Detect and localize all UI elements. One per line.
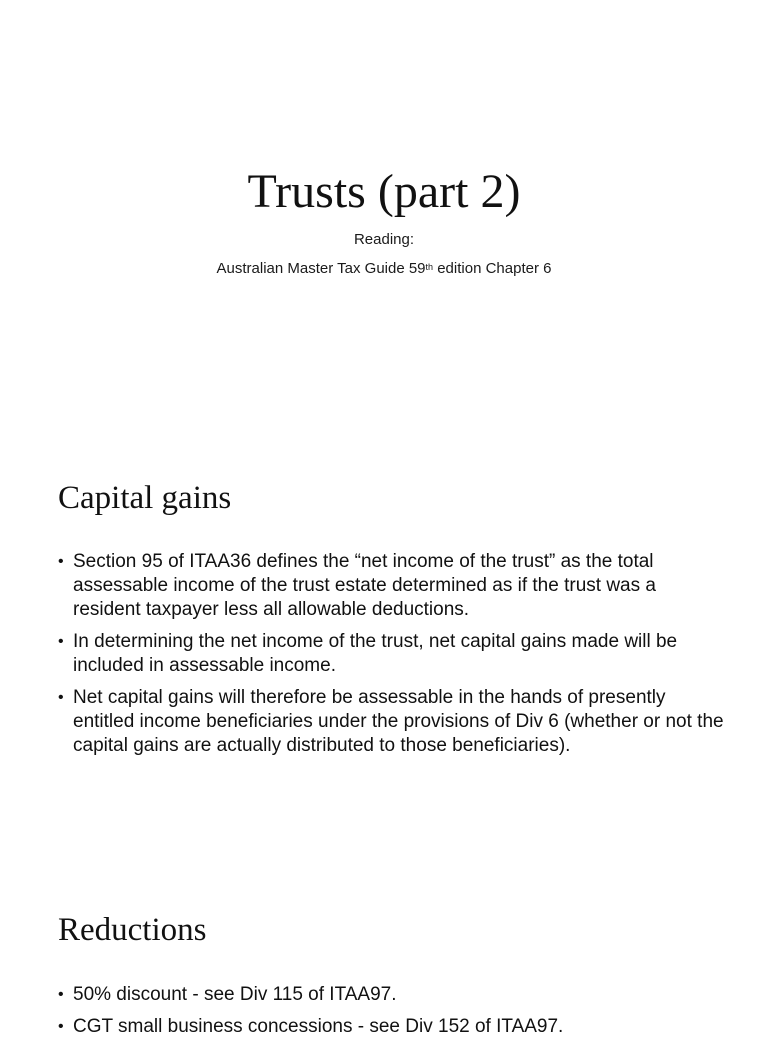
bullet-icon: • (58, 1018, 64, 1035)
bullet-item (58, 630, 728, 678)
bullet-text: CGT small business concessions - see Div 152 of ITAA97. (73, 1016, 564, 1037)
bullet-text: 50% discount - see Div 115 of ITAA97. (73, 984, 397, 1005)
bullet-icon: • (58, 553, 64, 570)
bullet-text: Section 95 of ITAA36 defines the “net income of the trust” as the total assessable income of the trust estate determined as if the trust was a resident taxpayer less all allowable deductions. (73, 551, 656, 620)
reading-reference (0, 258, 768, 280)
bullet-item (58, 550, 728, 622)
slide-heading: Reductions (58, 912, 207, 948)
reductions-slide (0, 864, 768, 1037)
bullet-item (58, 983, 728, 1007)
capital-gains-slide (0, 432, 768, 864)
slide-heading: Capital gains (58, 480, 232, 516)
reading-ref-text: Australian Master Tax Guide 59 (216, 260, 426, 277)
reading-label: Reading: (353, 231, 415, 248)
title-slide (0, 0, 768, 432)
bullet-list (58, 983, 728, 1047)
reading-ref-suffix: edition Chapter 6 (433, 260, 552, 277)
bullet-item (58, 686, 728, 758)
bullet-icon: • (58, 986, 64, 1003)
bullet-list (58, 550, 728, 766)
bullet-item (58, 1015, 728, 1039)
deck-title: Trusts (part 2) (247, 165, 521, 218)
reading-ref-ordinal: th (425, 262, 434, 272)
bullet-icon: • (58, 689, 64, 706)
bullet-text: Net capital gains will therefore be assessable in the hands of presently entitled income beneficiaries under the provisions of Div 6 (whether or not the capital gains are actually distributed to those beneficiaries). (73, 687, 724, 756)
bullet-text: In determining the net income of the trust, net capital gains made will be included in assessable income. (73, 631, 678, 676)
bullet-icon: • (58, 633, 64, 650)
